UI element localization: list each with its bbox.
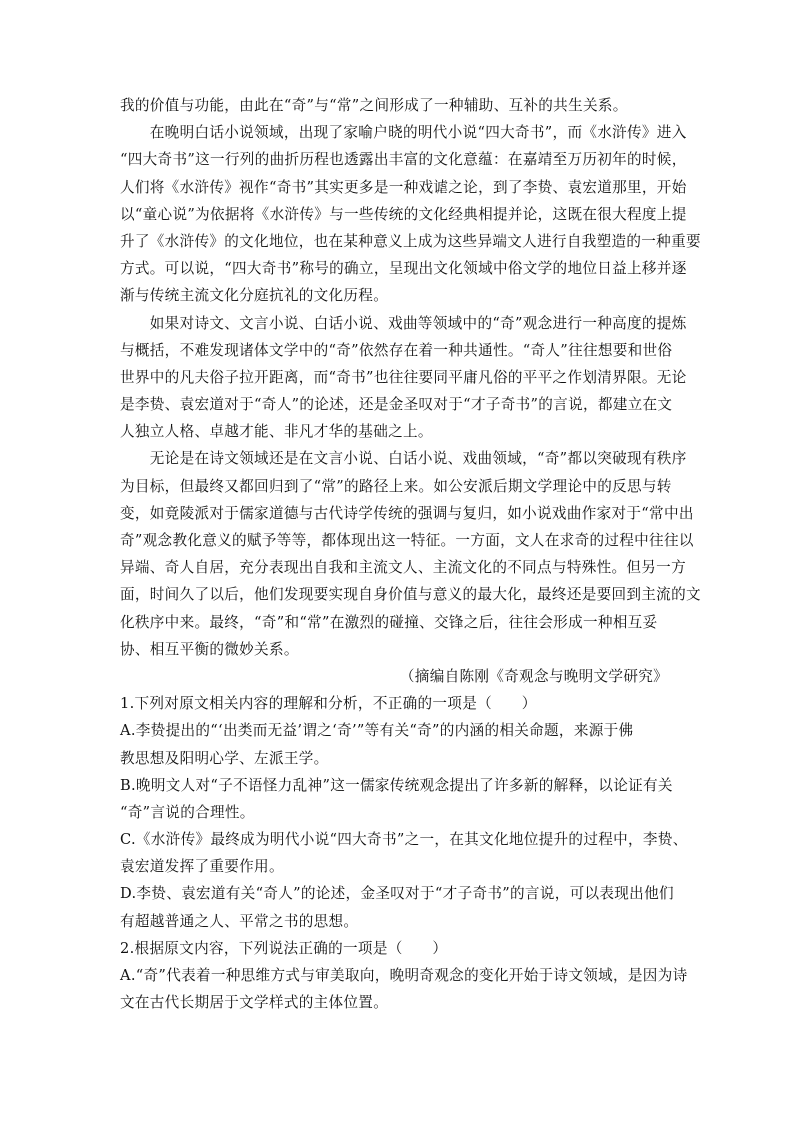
question-section: [120, 690, 688, 1016]
question-2-option-a-cont: 文在古代长期居于文学样式的主体位置。: [120, 994, 389, 1012]
question-1-option-d-cont: 有超越普通之人、平常之书的思想。: [120, 912, 359, 930]
passage-line: 是李贽、袁宏道对于“奇人”的论述，还是金圣叹对于“才子奇书”的言说，都建立在文: [120, 396, 673, 414]
question-1-option-a-cont: 教思想及阳明心学、左派王学。: [120, 749, 329, 767]
passage-line: 异端、奇人自居，充分表现出自我和主流文人、主流文化的不同点与特殊性。但另一方: [120, 559, 686, 577]
passage-line: 人独立人格、卓越才能、非凡才华的基础之上。: [120, 423, 433, 441]
question-1-stem: 1.下列对原文相关内容的理解和分析，不正确的一项是（ ）: [120, 695, 537, 713]
passage-line: “四大奇书”这一行列的曲折历程也透露出丰富的文化意蕴：在嘉靖至万历初年的时候，: [120, 151, 687, 169]
passage-line: 与概括，不难发现诸体文学中的“奇”依然存在着一种共通性。“奇人”往往想要和世俗: [120, 341, 673, 359]
question-1-option-c-cont: 袁宏道发挥了重要作用。: [120, 858, 284, 876]
passage-line: 变，如竟陵派对于儒家道德与古代诗学传统的强调与复归，如小说戏曲作家对于“常中出: [120, 504, 694, 522]
question-1-option-a: A.李贽提出的“‘出类而无益’谓之‘奇’”等有关“奇”的内涵的相关命题，来源于佛: [120, 722, 634, 740]
passage-line: 如果对诗文、文言小说、白话小说、戏曲等领域中的“奇”观念进行一种高度的提炼: [120, 314, 687, 332]
question-1-option-d: D.李贽、袁宏道有关“奇人”的论述，金圣叹对于“才子奇书”的言说，可以表现出他们: [120, 885, 674, 903]
passage-line: 渐与传统主流文化分庭抗礼的文化历程。: [120, 287, 389, 305]
passage-line: 升了《水浒传》的文化地位，也在某种意义上成为这些异端文人进行自我塑造的一种重要: [120, 232, 701, 250]
passage-line: 我的价值与功能，由此在“奇”与“常”之间形成了一种辅助、互补的共生关系。: [120, 97, 628, 114]
document-page: [120, 92, 701, 1016]
passage-line: 在晚明白话小说领域，出现了家喻户晓的明代小说“四大奇书”，而《水浒传》进入: [120, 124, 687, 142]
passage-line: 奇”观念教化意义的赋予等等，都体现出这一特征。一方面，文人在求奇的过程中往往以: [120, 532, 694, 549]
passage-line: 世界中的凡夫俗子拉开距离，而“奇书”也往往要同平庸凡俗的平平之作划清界限。无论: [120, 368, 687, 386]
source-citation: （摘编自陈刚《奇观念与晚明文学研究》: [399, 667, 668, 685]
passage-line: 协、相互平衡的微妙关系。: [120, 640, 299, 658]
question-1-option-b: B.晚明文人对“子不语怪力乱神”这一儒家传统观念提出了许多新的解释，以论证有关: [120, 776, 673, 794]
passage-line: 面，时间久了以后，他们发现要实现自身价值与意义的最大化，最终还是要回到主流的文: [120, 586, 701, 604]
passage-line: 无论是在诗文领域还是在文言小说、白话小说、戏曲领域，“奇”都以突破现有秩序: [120, 450, 687, 468]
passage-line: 为目标，但最终又都回归到了“常”的路径上来。如公安派后期文学理论中的反思与转: [120, 477, 672, 495]
passage-line: 以“童心说”为依据将《水浒传》与一些传统的文化经典相提并论，这既在很大程度上提: [120, 205, 687, 223]
passage-line: 人们将《水浒传》视作“奇书”其实更多是一种戏谑之论，到了李贽、袁宏道那里，开始: [120, 178, 687, 196]
question-1-option-c: C.《水浒传》最终成为明代小说“四大奇书”之一，在其文化地位提升的过程中，李贽、: [120, 831, 688, 849]
question-1-option-b-cont: “奇”言说的合理性。: [120, 803, 255, 821]
question-2-option-a: A.“奇”代表着一种思维方式与审美取向，晚明奇观念的变化开始于诗文领域，是因为诗: [120, 967, 688, 984]
passage-line: 化秩序中来。最终，“奇”和“常”在激烈的碰撞、交锋之后，往往会形成一种相互妥: [120, 613, 658, 631]
question-2-stem: 2.根据原文内容，下列说法正确的一项是（ ）: [120, 939, 448, 957]
passage-body: [120, 92, 701, 663]
passage-line: 方式。可以说，“四大奇书”称号的确立，呈现出文化领域中俗文学的地位日益上移并逐: [120, 260, 687, 278]
